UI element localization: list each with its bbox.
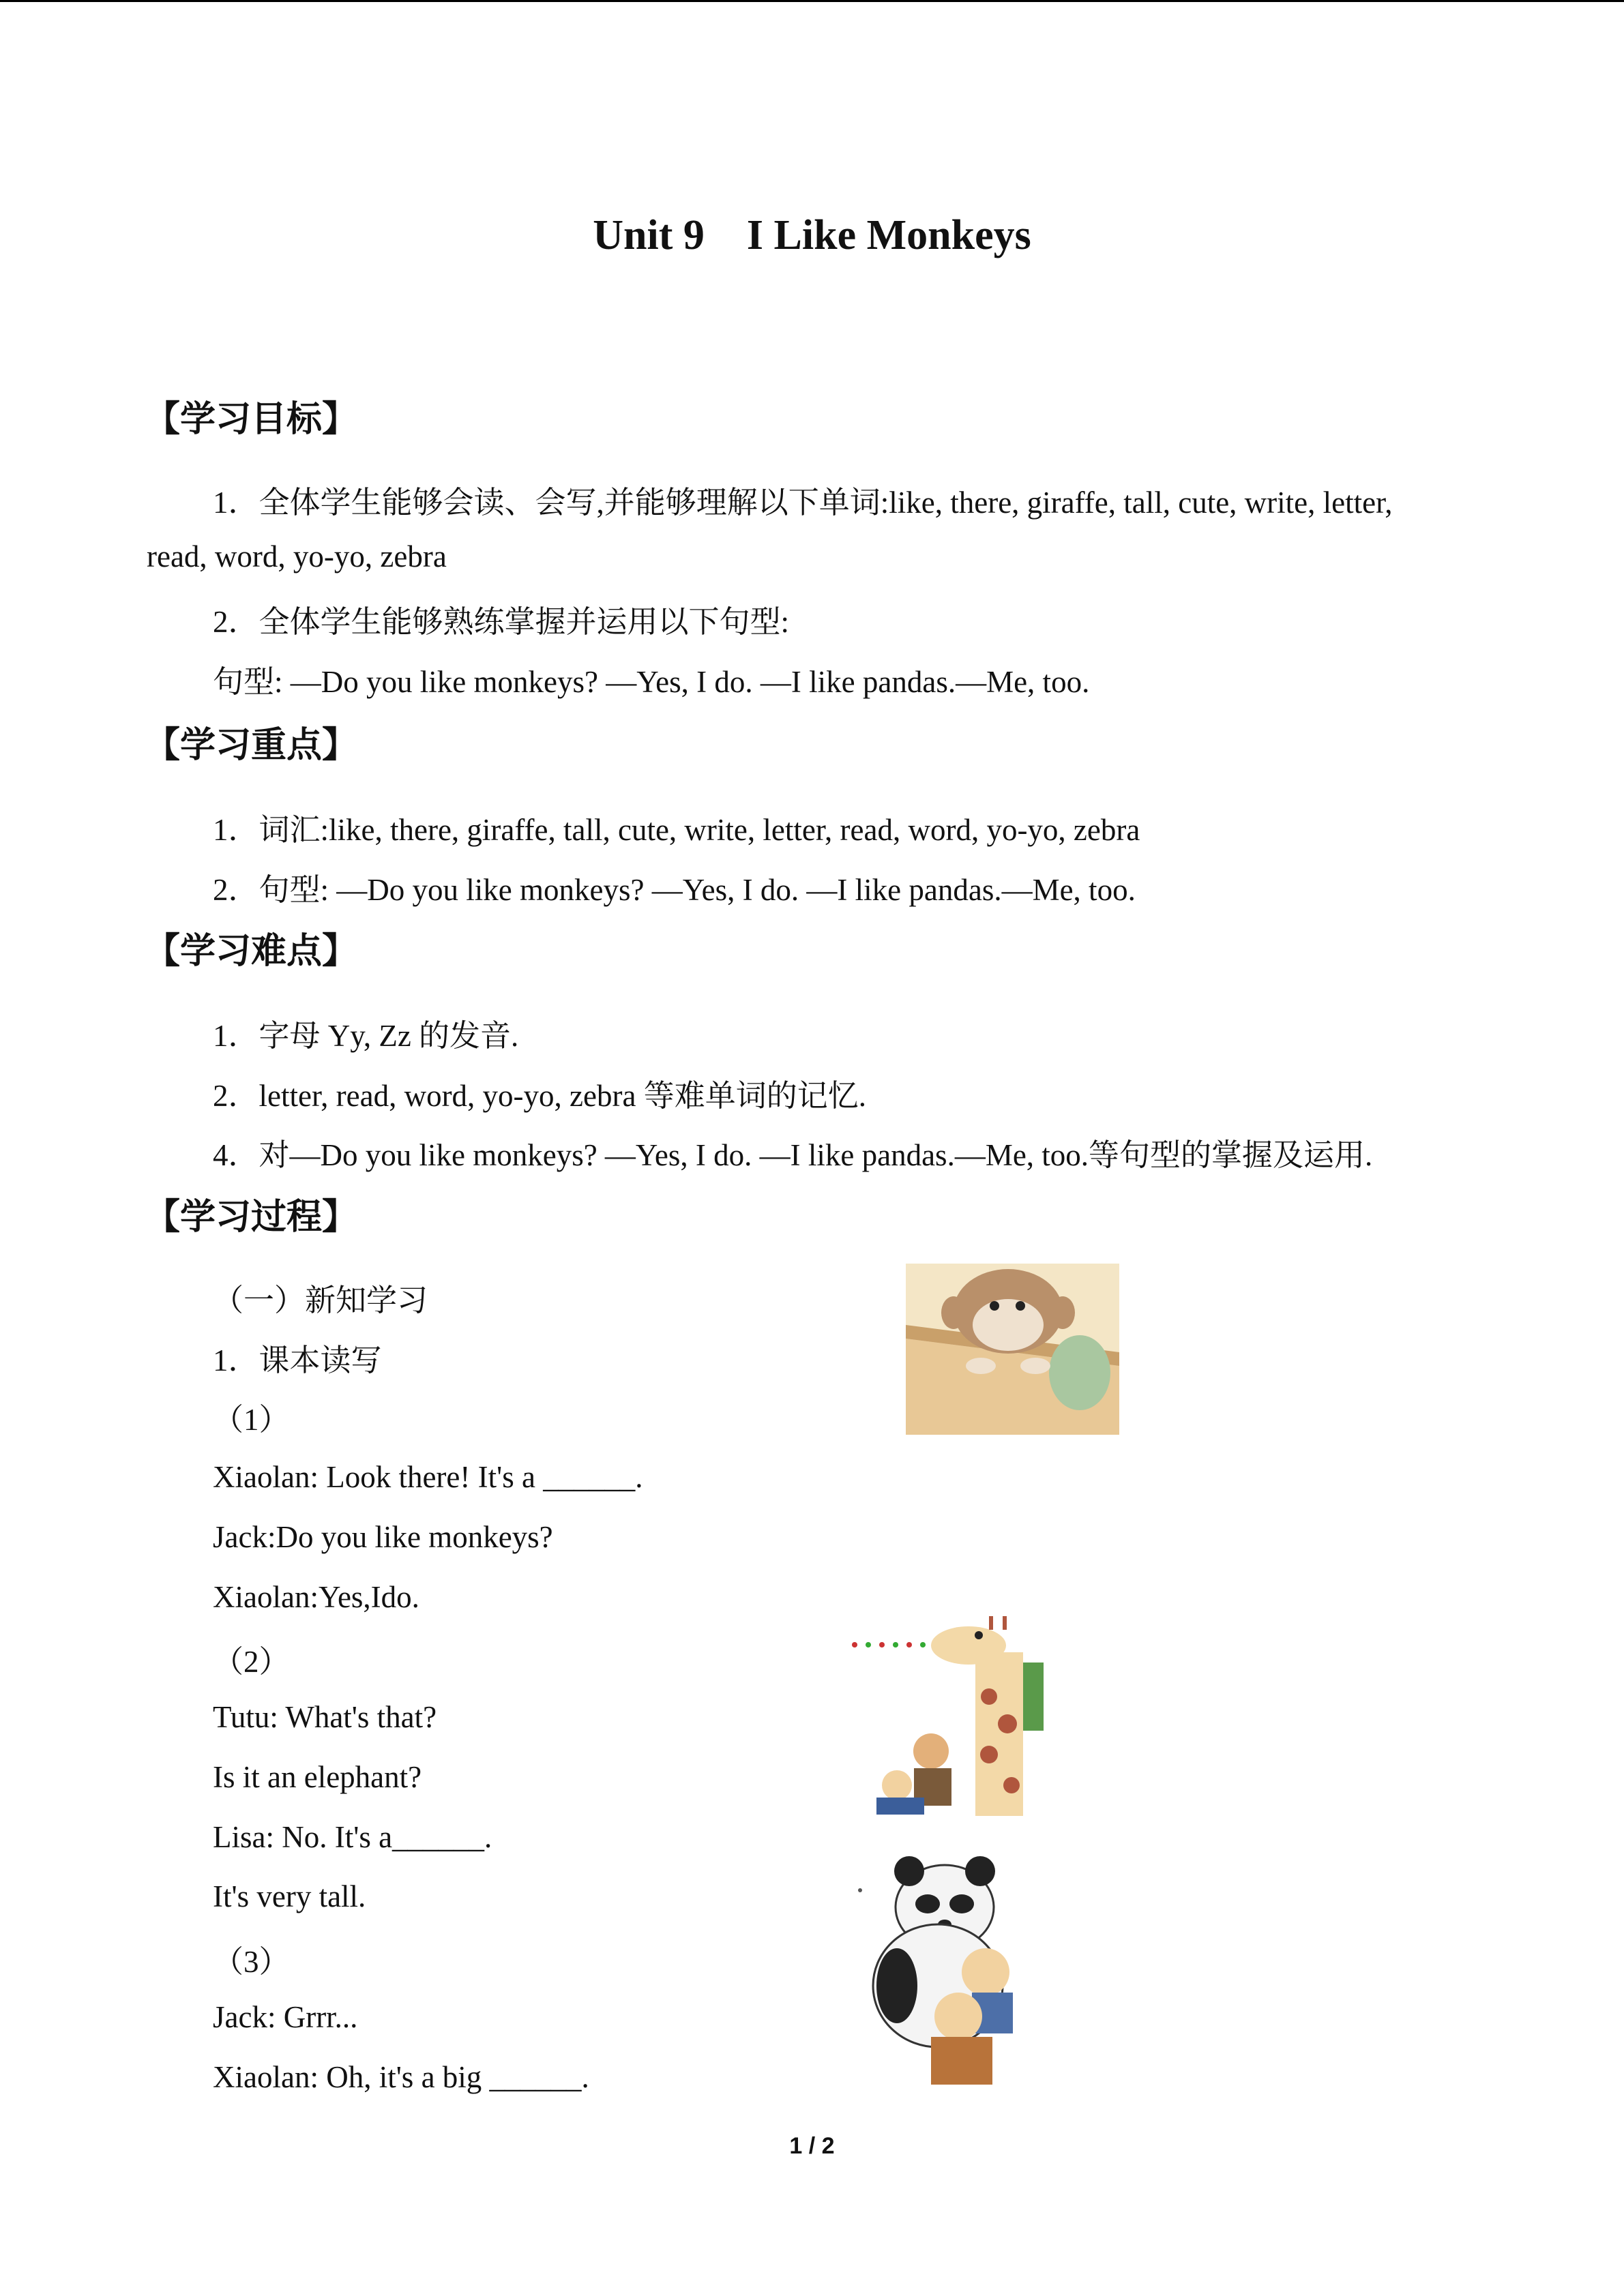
goals-line-3: 2．全体学生能够熟练掌握并运用以下句型: [213, 605, 790, 639]
process-line-1: （一）新知学习 [213, 1283, 428, 1317]
process-line-12: （3） [213, 1945, 290, 1979]
top-border [0, 0, 1624, 2]
goals-line-4: 句型: —Do you like monkeys? —Yes, I do. —I like pandas.—Me, too. [213, 665, 1090, 699]
key-points-line-1: 1．词汇:like, there, giraffe, tall, cute, write, letter, read, word, yo-yo, zebra [213, 813, 1140, 847]
process-line-13: Jack: Grrr... [213, 2000, 358, 2034]
heading-difficulties: 【学习难点】 [145, 931, 358, 972]
process-line-3: （1） [213, 1403, 290, 1437]
process-line-7: （2） [213, 1645, 290, 1679]
process-line-2: 1．课本读写 [213, 1343, 382, 1377]
goals-line-2: read, word, yo-yo, zebra [147, 539, 447, 573]
page-number: 1 / 2 [789, 2133, 835, 2159]
process-line-11: It's very tall. [213, 1879, 366, 1913]
panda-illustration [856, 1856, 1084, 2088]
process-line-5: Jack:Do you like monkeys? [213, 1520, 553, 1554]
heading-goals: 【学习目标】 [145, 399, 358, 440]
process-line-6: Xiaolan:Yes,Ido. [213, 1580, 419, 1614]
difficulties-line-1: 1．字母 Yy, Zz 的发音. [213, 1019, 519, 1053]
page-title: Unit 9 I Like Monkeys [593, 212, 1031, 258]
goals-line-1: 1．全体学生能够会读、会写,并能够理解以下单词:like, there, giraffe, tall, cute, write, letter, [213, 486, 1393, 520]
process-line-9: Is it an elephant? [213, 1760, 422, 1794]
key-points-line-2: 2．句型: —Do you like monkeys? —Yes, I do. —I like pandas.—Me, too. [213, 873, 1136, 907]
process-line-4: Xiaolan: Look there! It's a ______. [213, 1460, 643, 1494]
monkey-illustration [906, 1264, 1119, 1435]
giraffe-illustration [849, 1615, 1054, 1819]
process-line-14: Xiaolan: Oh, it's a big ______. [213, 2060, 589, 2094]
heading-process: 【学习过程】 [145, 1197, 358, 1238]
difficulties-line-3: 4．对—Do you like monkeys? —Yes, I do. —I like pandas.—Me, too.等句型的掌握及运用. [213, 1138, 1373, 1172]
process-line-8: Tutu: What's that? [213, 1700, 437, 1734]
heading-key-points: 【学习重点】 [145, 725, 358, 766]
difficulties-line-2: 2．letter, read, word, yo-yo, zebra 等难单词的记忆. [213, 1079, 866, 1113]
process-line-10: Lisa: No. It's a______. [213, 1820, 492, 1854]
